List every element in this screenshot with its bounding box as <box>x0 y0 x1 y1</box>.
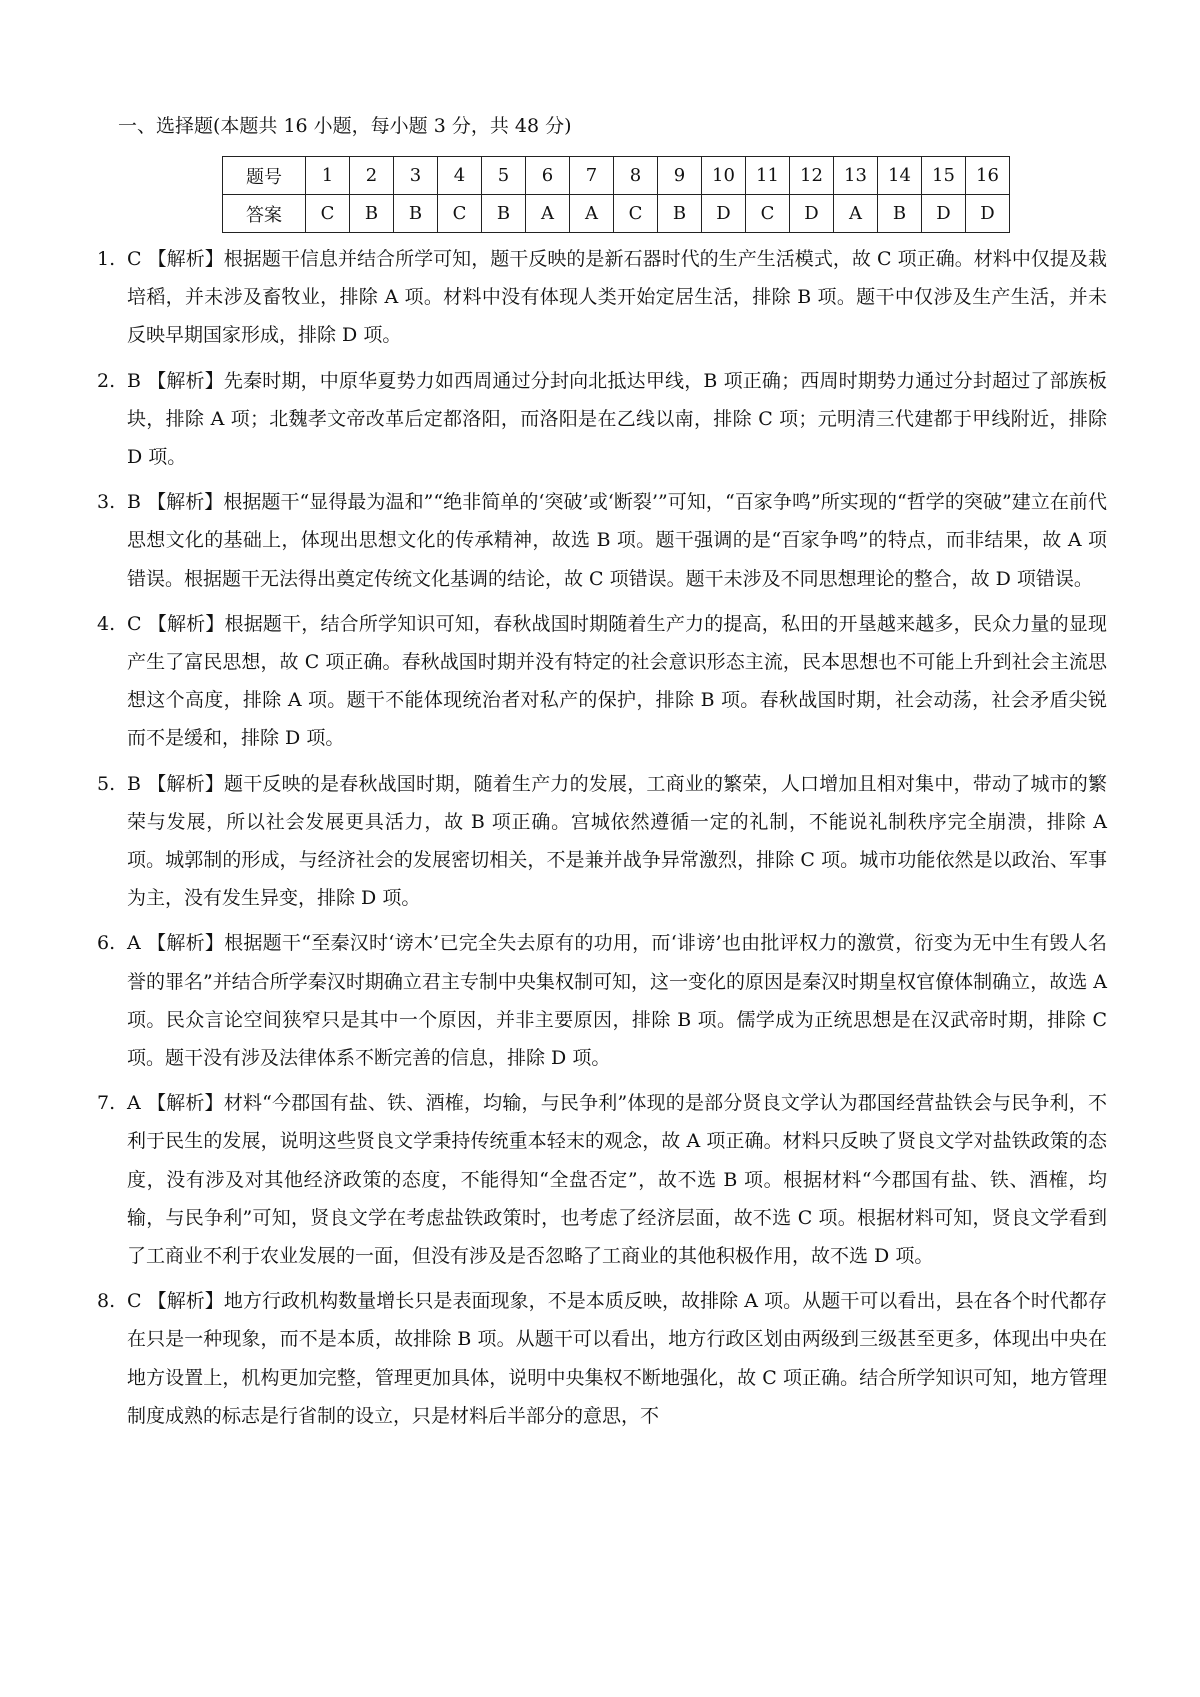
item-number: 6. <box>97 932 116 955</box>
item-answer: A <box>127 932 141 955</box>
explanation-item <box>97 765 1107 918</box>
answer-cell: C <box>438 195 482 233</box>
answer-cell: A <box>834 195 878 233</box>
item-number: 7. <box>97 1092 116 1115</box>
explanation-item <box>97 483 1107 598</box>
table-row-label: 答案 <box>223 195 306 233</box>
question-number-cell: 5 <box>482 157 526 195</box>
item-answer: B <box>127 369 141 392</box>
answer-table <box>222 156 1010 233</box>
question-number-cell: 12 <box>790 157 834 195</box>
analysis-tag: 【解析】 <box>147 932 225 955</box>
item-answer: B <box>127 772 141 795</box>
explanation-item <box>97 1282 1107 1435</box>
item-text: 地方行政机构数量增长只是表面现象，不是本质反映，故排除 A 项。从题干可以看出，县在各个时代都存在只是一种现象，而不是本质，故排除 B 项。从题干可以看出，地方行政区划由两级到三级甚至更多，体现出中央在地方设置上，机构更加完整，管理更加具体，说明中央集权不断地强化，故 C 项正确。结合所学知识可知，地方管理制度成熟的标志是行省制的设立，只是材料后半部分的意思，不 <box>127 1290 1107 1427</box>
answer-table-number-row <box>223 157 1010 195</box>
answer-cell: A <box>526 195 570 233</box>
analysis-tag: 【解析】 <box>147 248 224 270</box>
question-number-cell: 13 <box>834 157 878 195</box>
section-title: 一、选择题(本题共 16 小题，每小题 3 分，共 48 分) <box>118 115 572 137</box>
question-number-cell: 4 <box>438 157 482 195</box>
item-number: 4. <box>97 612 116 635</box>
question-number-cell: 16 <box>966 157 1010 195</box>
item-answer: C <box>127 1290 142 1313</box>
analysis-tag: 【解析】 <box>147 369 224 392</box>
answer-cell: B <box>878 195 922 233</box>
item-number: 5. <box>97 772 116 795</box>
answer-cell: B <box>394 195 438 233</box>
answer-table-answer-row <box>223 195 1010 233</box>
question-number-cell: 3 <box>394 157 438 195</box>
item-number: 3. <box>97 491 116 514</box>
question-number-cell: 2 <box>350 157 394 195</box>
item-answer: C <box>127 612 142 635</box>
item-text: 先秦时期，中原华夏势力如西周通过分封向北抵达甲线，B 项正确；西周时期势力通过分封超过了部族板块，排除 A 项；北魏孝文帝改革后定都洛阳，而洛阳是在乙线以南，排除 C 项；元明清三代建都于甲线附近，排除 D 项。 <box>127 369 1107 469</box>
analysis-tag: 【解析】 <box>146 1092 224 1115</box>
item-number: 8. <box>97 1290 116 1313</box>
explanation-item <box>97 1084 1107 1275</box>
answer-cell: D <box>922 195 966 233</box>
explanation-item <box>97 240 1107 355</box>
answer-cell: C <box>614 195 658 233</box>
question-number-cell: 7 <box>570 157 614 195</box>
answer-cell: B <box>658 195 702 233</box>
analysis-tag: 【解析】 <box>147 1290 224 1313</box>
question-number-cell: 14 <box>878 157 922 195</box>
item-answer: C <box>127 248 142 270</box>
question-number-cell: 10 <box>702 157 746 195</box>
answer-cell: B <box>482 195 526 233</box>
analysis-tag: 【解析】 <box>147 612 225 635</box>
item-number: 2. <box>97 369 116 392</box>
answer-cell: B <box>350 195 394 233</box>
answer-cell: C <box>306 195 350 233</box>
item-text: 根据题干，结合所学知识可知，春秋战国时期随着生产力的提高，私田的开垦越来越多，民众力量的显现产生了富民思想，故 C 项正确。春秋战国时期并没有特定的社会意识形态主流，民本思想也不可能上升到社会主流思想这个高度，排除 A 项。题干不能体现统治者对私产的保护，排除 B 项。春秋战国时期，社会动荡，社会矛盾尖锐而不是缓和，排除 D 项。 <box>127 612 1107 750</box>
answer-cell: D <box>790 195 834 233</box>
table-row-label: 题号 <box>223 157 306 195</box>
answer-cell: D <box>702 195 746 233</box>
question-number-cell: 1 <box>306 157 350 195</box>
question-number-cell: 6 <box>526 157 570 195</box>
item-text: 题干反映的是春秋战国时期，随着生产力的发展，工商业的繁荣，人口增加且相对集中，带动了城市的繁荣与发展，所以社会发展更具活力，故 B 项正确。宫城依然遵循一定的礼制，不能说礼制秩序完全崩溃，排除 A 项。城郭制的形成，与经济社会的发展密切相关，不是兼并战争异常激烈，排除 C 项。城市功能依然是以政治、军事为主，没有发生异变，排除 D 项。 <box>127 772 1107 910</box>
question-number-cell: 9 <box>658 157 702 195</box>
explanation-item <box>97 924 1107 1077</box>
item-answer: A <box>127 1092 141 1115</box>
question-number-cell: 8 <box>614 157 658 195</box>
answer-cell: C <box>746 195 790 233</box>
answer-cell: D <box>966 195 1010 233</box>
analysis-tag: 【解析】 <box>147 772 225 795</box>
item-text: 材料“今郡国有盐、铁、酒榷，均输，与民争利”体现的是部分贤良文学认为郡国经营盐铁会与民争利，不利于民生的发展，说明这些贤良文学秉持传统重本轻末的观念，故 A 项正确。材料只反映了贤良文学对盐铁政策的态度，没有涉及对其他经济政策的态度，不能得知“全盘否定”，故不选 B 项。根据材料“今郡国有盐、铁、酒榷，均输，与民争利”可知，贤良文学在考虑盐铁政策时，也考虑了经济层面，故不选 C 项。根据材料可知，贤良文学看到了工商业不利于农业发展的一面，但没有涉及是否忽略了工商业的其他积极作用，故不选 D 项。 <box>127 1092 1107 1268</box>
question-number-cell: 11 <box>746 157 790 195</box>
explanation-list <box>97 240 1107 1442</box>
analysis-tag: 【解析】 <box>147 491 224 514</box>
question-number-cell: 15 <box>922 157 966 195</box>
answer-cell: A <box>570 195 614 233</box>
item-text: 根据题干“至秦汉时‘谤木’已完全失去原有的功用，而‘诽谤’也由批评权力的激赏，衍变为无中生有毁人名誉的罪名”并结合所学秦汉时期确立君主专制中央集权制可知，这一变化的原因是秦汉时期皇权官僚体制确立，故选 A 项。民众言论空间狭窄只是其中一个原因，并非主要原因，排除 B 项。儒学成为正统思想是在汉武帝时期，排除 C 项。题干没有涉及法律体系不断完善的信息，排除 D 项。 <box>127 932 1107 1070</box>
item-number: 1. <box>97 248 116 270</box>
item-text: 根据题干信息并结合所学可知，题干反映的是新石器时代的生产生活模式，故 C 项正确。材料中仅提及栽培稻，并未涉及畜牧业，排除 A 项。材料中没有体现人类开始定居生活，排除 B 项。题干中仅涉及生产生活，并未反映早期国家形成，排除 D 项。 <box>127 248 1107 347</box>
explanation-item <box>97 362 1107 477</box>
item-text: 根据题干“显得最为温和”“绝非简单的‘突破’或‘断裂’”可知，“百家争鸣”所实现的“哲学的突破”建立在前代思想文化的基础上，体现出思想文化的传承精神，故选 B 项。题干强调的是“百家争鸣”的特点，而非结果，故 A 项错误。根据题干无法得出奠定传统文化基调的结论，故 C 项错误。题干未涉及不同思想理论的整合，故 D 项错误。 <box>127 491 1107 590</box>
explanation-item <box>97 605 1107 758</box>
item-answer: B <box>127 491 141 514</box>
